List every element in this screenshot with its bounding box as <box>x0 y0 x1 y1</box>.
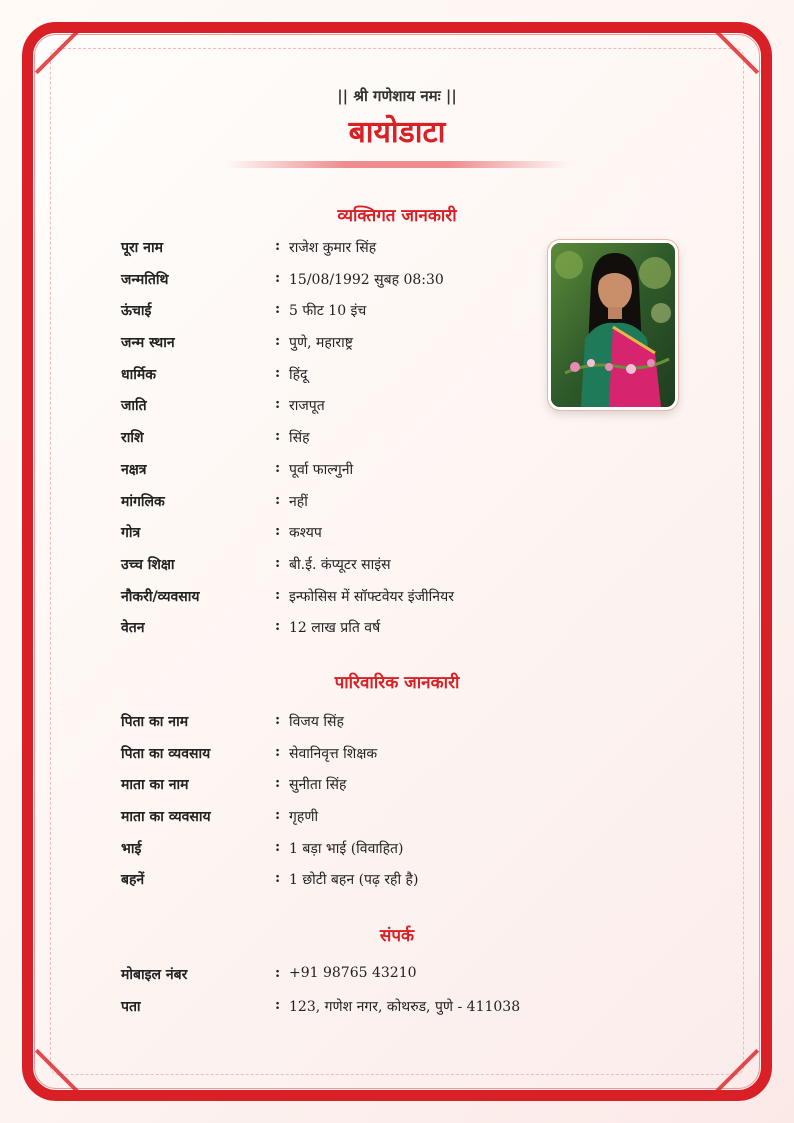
section-heading-personal: व्यक्तिगत जानकारी <box>337 206 457 226</box>
detail-label: भाई <box>121 840 142 857</box>
detail-value: राजेश कुमार सिंह <box>289 240 377 256</box>
separator: : <box>275 333 281 350</box>
separator: : <box>275 491 281 508</box>
detail-label: जाति <box>121 398 147 415</box>
profile-photo <box>548 240 678 410</box>
detail-label: धार्मिक <box>121 366 156 383</box>
detail-row <box>121 270 561 302</box>
detail-value: राजपूत <box>289 398 325 415</box>
separator: : <box>275 428 281 445</box>
detail-value: कश्यप <box>289 525 322 542</box>
detail-row <box>121 238 561 270</box>
detail-label: जन्म स्थान <box>121 335 175 352</box>
detail-value: गृहणी <box>289 809 319 826</box>
separator: : <box>275 523 281 540</box>
detail-row <box>121 744 561 776</box>
separator: : <box>275 301 281 318</box>
separator: : <box>275 838 281 855</box>
detail-label: नक्षत्र <box>121 461 147 478</box>
separator: : <box>275 870 281 887</box>
detail-label: पिता का नाम <box>121 714 189 730</box>
detail-label: माता का नाम <box>121 777 189 794</box>
detail-value: 12 लाख प्रति वर्ष <box>289 620 381 637</box>
separator: : <box>275 586 281 603</box>
detail-value: बी.ई. कंप्यूटर साइंस <box>289 556 391 573</box>
detail-value: विजय सिंह <box>289 714 344 730</box>
detail-row <box>121 870 561 902</box>
detail-label: बहनें <box>121 872 145 889</box>
separator: : <box>275 965 281 981</box>
contact-details <box>121 965 561 1028</box>
separator: : <box>275 807 281 824</box>
detail-row <box>121 965 561 997</box>
detail-row <box>121 775 561 807</box>
separator: : <box>275 775 281 792</box>
detail-label: उच्च शिक्षा <box>121 556 175 573</box>
detail-value: नहीं <box>289 493 308 510</box>
detail-row <box>121 333 561 365</box>
detail-row <box>121 301 561 333</box>
detail-label: मांगलिक <box>121 493 165 510</box>
detail-row <box>121 587 561 619</box>
detail-label: पिता का व्यवसाय <box>121 745 211 762</box>
separator: : <box>275 554 281 571</box>
separator: : <box>275 396 281 413</box>
separator: : <box>275 743 281 760</box>
separator: : <box>275 269 281 286</box>
detail-value: हिंदू <box>289 366 308 383</box>
detail-label: जन्मतिथि <box>121 271 169 288</box>
detail-value: सेवानिवृत्त शिक्षक <box>289 745 378 762</box>
separator: : <box>275 459 281 476</box>
detail-value: 1 बड़ा भाई (विवाहित) <box>289 840 404 857</box>
detail-row <box>121 807 561 839</box>
detail-row <box>121 365 561 397</box>
detail-value: 123, गणेश नगर, कोथरुड, पुणे - 411038 <box>289 998 521 1015</box>
invocation-line: || श्री गणेशाय नमः || <box>337 87 457 105</box>
detail-row <box>121 839 561 871</box>
separator: : <box>275 712 281 728</box>
detail-row <box>121 997 561 1029</box>
detail-value: इन्फोसिस में सॉफ्टवेयर इंजीनियर <box>289 588 454 605</box>
detail-value: पूर्वा फाल्गुनी <box>289 461 354 478</box>
detail-row <box>121 492 561 524</box>
detail-value: पुणे, महाराष्ट्र <box>289 335 353 352</box>
section-heading-contact: संपर्क <box>379 926 415 946</box>
detail-row <box>121 712 561 744</box>
detail-row <box>121 618 561 650</box>
page-title: बायोडाटा <box>348 115 446 150</box>
detail-label: राशि <box>121 430 144 447</box>
detail-row <box>121 523 561 555</box>
detail-row <box>121 460 561 492</box>
separator: : <box>275 364 281 381</box>
detail-value: सुनीता सिंह <box>289 777 347 794</box>
detail-label: पता <box>121 998 141 1015</box>
separator: : <box>275 238 281 254</box>
detail-label: नौकरी/व्यवसाय <box>121 588 200 605</box>
detail-value: 1 छोटी बहन (पढ़ रही है) <box>289 872 419 889</box>
detail-label: ऊंचाई <box>121 303 152 320</box>
section-heading-family: पारिवारिक जानकारी <box>334 673 460 693</box>
detail-label: मोबाइल नंबर <box>121 967 188 983</box>
detail-row <box>121 428 561 460</box>
separator: : <box>275 996 281 1013</box>
detail-value: 15/08/1992 सुबह 08:30 <box>289 271 444 288</box>
detail-row <box>121 396 561 428</box>
title-divider <box>225 161 569 168</box>
family-details <box>121 712 561 902</box>
detail-label: पूरा नाम <box>121 240 163 256</box>
detail-row <box>121 555 561 587</box>
detail-label: गोत्र <box>121 525 141 542</box>
detail-label: वेतन <box>121 620 145 637</box>
detail-value: +91 98765 43210 <box>289 965 417 981</box>
detail-value: सिंह <box>289 430 310 447</box>
detail-value: 5 फीट 10 इंच <box>289 303 367 320</box>
separator: : <box>275 618 281 635</box>
personal-details <box>121 238 561 650</box>
detail-label: माता का व्यवसाय <box>121 809 211 826</box>
